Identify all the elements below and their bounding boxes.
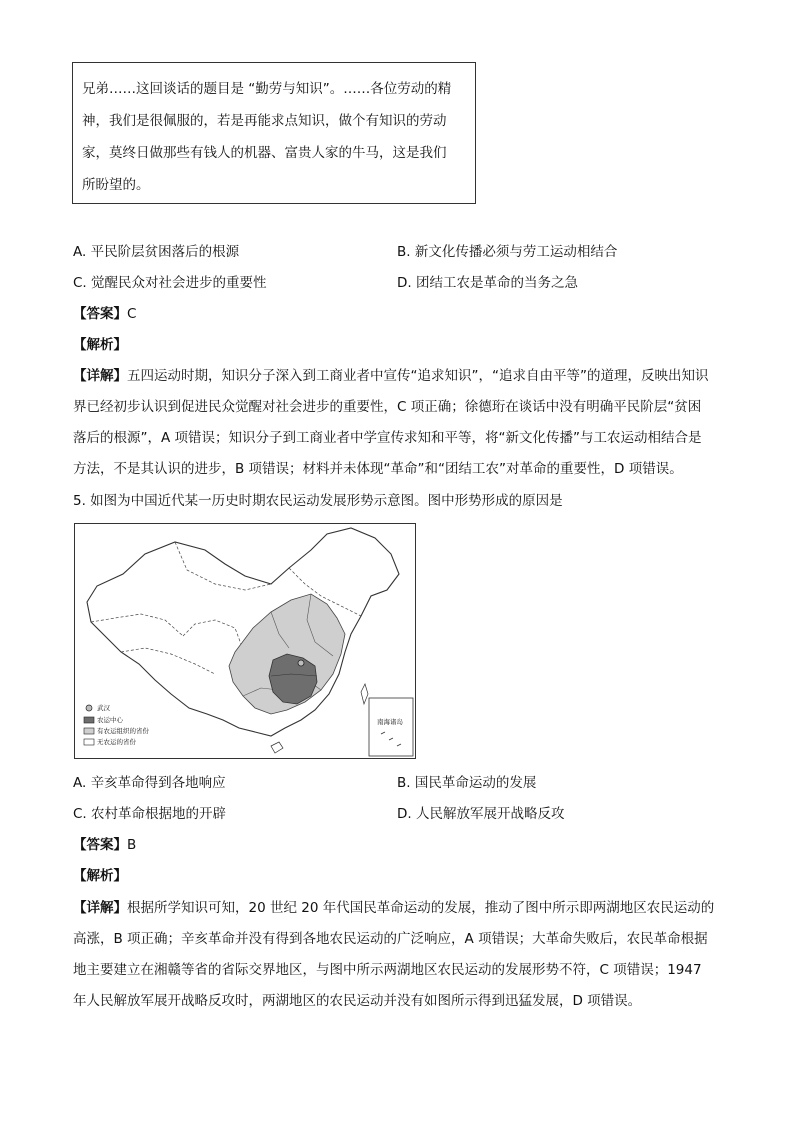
legend-center: 农运中心 <box>97 716 123 724</box>
q5-option-d: D. 人民解放军展开战略反攻 <box>397 806 565 822</box>
q5-detail-text-1: 根据所学知识可知，20 世纪 20 年代国民革命运动的发展，推动了图中所示即两湖地区农民运动的 <box>127 900 715 916</box>
q4-answer-tag: 【答案】 <box>73 306 127 322</box>
legend-wuhan-swatch <box>86 705 92 711</box>
q5-detail-line-1 <box>73 898 714 918</box>
map-svg <box>75 524 415 758</box>
q5-detail-tag: 【详解】 <box>73 900 127 916</box>
q5-answer-tag: 【答案】 <box>73 837 127 853</box>
q4-detail-text-1: 五四运动时期，知识分子深入到工商业者中宣传“追求知识”，“追求自由平等”的道理，反映出知识 <box>127 368 709 384</box>
quote-line-2: 神，我们是很佩服的，若是再能求点知识，做个有知识的劳动 <box>82 113 447 129</box>
taiwan-shape <box>361 684 368 704</box>
hainan-shape <box>271 742 283 753</box>
q5-option-b: B. 国民革命运动的发展 <box>397 775 537 791</box>
legend-organized: 有农运组织的省份 <box>97 727 149 735</box>
q4-option-c: C. 觉醒民众对社会进步的重要性 <box>73 275 267 291</box>
wuhan-marker <box>298 660 304 666</box>
q4-detail-line-1 <box>73 366 708 386</box>
q4-detail-line-4: 方法，不是其认识的进步，B 项错误；材料并未体现“革命”和“团结工农”对革命的重要性，D 项错误。 <box>73 461 683 477</box>
q5-stem: 5. 如图为中国近代某一历史时期农民运动发展形势示意图。图中形势形成的原因是 <box>73 493 563 509</box>
peasant-movement-map <box>74 523 416 759</box>
q5-answer-value: B <box>127 837 137 853</box>
inset-label: 南海诸岛 <box>377 718 403 726</box>
q5-option-c: C. 农村革命根据地的开辟 <box>73 806 227 822</box>
q4-option-a: A. 平民阶层贫困落后的根源 <box>73 244 240 260</box>
q4-detail-line-3: 落后的根源”，A 项错误；知识分子到工商业者中学宣传求知和平等，将“新文化传播”与工农运动相结合是 <box>73 430 702 446</box>
china-outline <box>87 528 399 736</box>
quote-line-1: 兄弟……这回谈话的题目是 “勤劳与知识”。……各位劳动的精 <box>82 81 452 97</box>
legend-center-swatch <box>84 717 94 723</box>
q4-option-b: B. 新文化传播必须与劳工运动相结合 <box>397 244 618 260</box>
q5-detail-line-2: 高涨，B 项正确；辛亥革命并没有得到各地农民运动的广泛响应，A 项错误；大革命失败后，农民革命根据 <box>73 931 708 947</box>
q4-analysis-tag: 【解析】 <box>73 337 127 353</box>
q5-answer <box>73 835 136 855</box>
q4-answer-value: C <box>127 306 137 322</box>
q4-answer <box>73 304 136 324</box>
legend-wuhan: 武汉 <box>97 704 110 712</box>
q4-detail-line-2: 界已经初步认识到促进民众觉醒对社会进步的重要性，C 项正确；徐德珩在谈话中没有明确平民阶层“贫困 <box>73 399 702 415</box>
south-sea-inset <box>369 698 413 756</box>
legend-organized-swatch <box>84 728 94 734</box>
quote-box <box>72 62 476 204</box>
quote-line-3: 家，莫终日做那些有钱人的机器、富贵人家的牛马，这是我们 <box>82 145 447 161</box>
legend-none-swatch <box>84 739 94 745</box>
q4-detail-tag: 【详解】 <box>73 368 127 384</box>
q5-detail-line-4: 年人民解放军展开战略反攻时，两湖地区的农民运动并没有如图所示得到迅猛发展，D 项错误。 <box>73 993 642 1009</box>
q5-option-a: A. 辛亥革命得到各地响应 <box>73 775 226 791</box>
quote-line-4: 所盼望的。 <box>82 177 150 193</box>
q5-detail-line-3: 地主要建立在湘赣等省的省际交界地区，与图中所示两湖地区农民运动的发展形势不符，C 项错误；1947 <box>73 962 702 978</box>
q5-analysis-tag: 【解析】 <box>73 868 127 884</box>
map-legend <box>84 703 150 746</box>
q4-option-d: D. 团结工农是革命的当务之急 <box>397 275 578 291</box>
legend-none: 无农运的省份 <box>97 738 136 746</box>
